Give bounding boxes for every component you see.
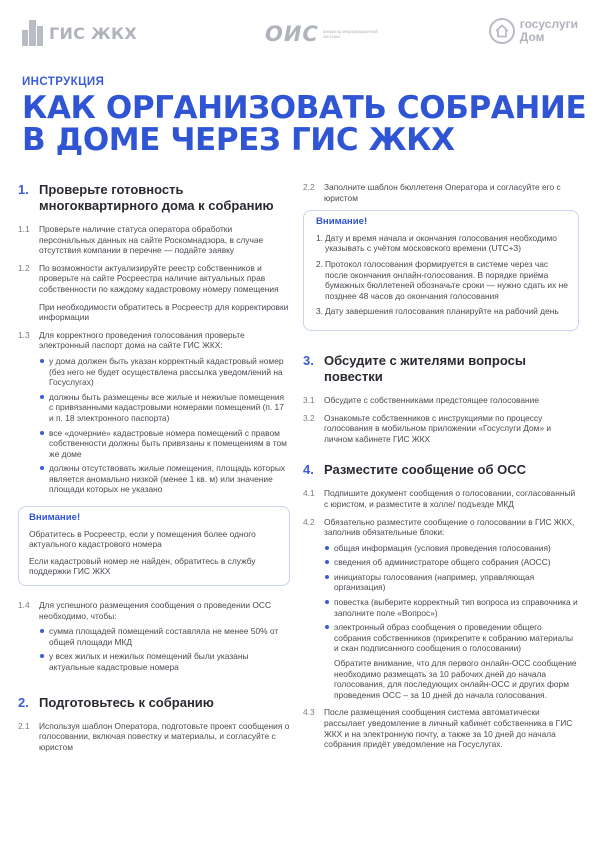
- step-note: Обратите внимание, что для первого онлайн-ОСС сообщение необходимо размещать за 10 рабочих дней до начала голосования, для последующих онлайн-ОСС и других форм проведения ОСС – за 10 дней до начала голосования.: [334, 658, 577, 700]
- list-item: у всех жилых и нежилых помещений были указаны актуальные кадастровые номера: [39, 651, 290, 672]
- section-title: Обсудите с жителями вопросы повестки: [324, 352, 526, 384]
- step-2-1: [18, 721, 290, 753]
- ois-logo[interactable]: [265, 22, 385, 46]
- step-4-1: [303, 488, 579, 509]
- step-number: 1.1: [18, 224, 30, 234]
- gis-logo-text: ГИС ЖКХ: [49, 23, 137, 43]
- kicker: ИНСТРУКЦИЯ: [22, 76, 105, 88]
- section-number: 3.: [303, 352, 314, 368]
- section-2-heading: [18, 695, 290, 711]
- list-item: сведения об администраторе общего собрания (АОСС): [324, 557, 579, 568]
- list-item: должны отсутствовать жилые помещения, площадь которых является аномально низкой (менее 1 кв. м) или значение площади которых не указано: [39, 463, 290, 495]
- callout-title: Внимание!: [316, 216, 368, 228]
- house-icon: [489, 18, 515, 44]
- gis-zhkh-logo[interactable]: [22, 20, 137, 46]
- step-number: 4.3: [303, 707, 315, 718]
- step-3-1: [303, 395, 579, 406]
- step-text: По возможности актуализируйте реестр собственников и проверьте на сайте Росреестра наличие актуальных прав собственности по каждому кадастровому номеру помещения: [39, 262, 279, 294]
- step-text: Ознакомьте собственников с инструкциями по процессу голосования в мобильном приложении «Госуслуги Дом» и личном кабинете ГИС ЖКХ: [324, 412, 552, 444]
- step-number: 1.4: [18, 600, 30, 611]
- bullet-list: [39, 356, 290, 495]
- section-title: Подготовьтесь к собранию: [39, 694, 214, 710]
- callout-text: Дату и время начала и окончания голосования необходимо указывать с учётом московского времени (UTC+3): [325, 232, 557, 254]
- right-column: [303, 182, 579, 757]
- attention-callout: [303, 210, 579, 331]
- title-line-2: В ДОМЕ ЧЕРЕЗ ГИС ЖКХ: [22, 122, 455, 158]
- step-1-4: [18, 600, 290, 677]
- list-item: все «дочерние» кадастровые номера помещений с правом собственности должны быть привязаны к помещениям в том же доме: [39, 428, 290, 460]
- list-item: должны быть размещены все жилые и нежилые помещения с привязанными кадастровыми номерами помещений (п. 17 и п. 18 электронного паспорта): [39, 392, 290, 424]
- step-number: 4.1: [303, 488, 315, 499]
- section-1-heading: [18, 182, 290, 214]
- callout-text: Если кадастровый номер не найден, обратитесь в службу поддержки ГИС ЖКХ: [29, 555, 256, 577]
- step-note: При необходимости обратитесь в Росреестр для корректировки информации: [39, 301, 289, 323]
- step-number: 2.2: [303, 182, 315, 192]
- step-text: Обсудите с собственниками предстоящее голосование: [324, 394, 540, 405]
- step-text: Для успешного размещения сообщения о проведении ОСС необходимо, чтобы:: [39, 600, 271, 621]
- ois-logo-text: ОИС: [265, 22, 319, 46]
- step-2-2: [303, 182, 579, 203]
- gos-logo-line1: госуслуги: [519, 17, 578, 32]
- step-1-2: [18, 263, 290, 323]
- list-item: инициаторы голосования (например, управляющая организация): [324, 572, 579, 593]
- bullet-list: [39, 626, 290, 672]
- step-number: 3.2: [303, 412, 315, 423]
- page-title: [22, 92, 586, 156]
- header: [22, 18, 578, 52]
- callout-text: Обратитесь в Росреестр, если у помещения более одного актуального кадастрового номера: [29, 528, 256, 550]
- step-1-1: [18, 224, 290, 256]
- section-title: Разместите сообщение об ОСС: [324, 462, 526, 478]
- step-text: После размещения сообщения система автоматически рассылает уведомление в личный кабинет собственника в ГИС ЖКХ и на электронную почту, а также за 10 дней до начала собрания придёт уведомление на Госуслугах.: [324, 707, 573, 750]
- section-title: Проверьте готовность многоквартирного дома к собранию: [39, 182, 274, 213]
- step-4-2: [303, 517, 579, 701]
- callout-item: 3. Дату завершения голосования планируйте на рабочий день: [316, 306, 559, 317]
- list-item: электронный образ сообщения о проведении общего собрания собственников (прикрепите к собранию материалы и скан подписанного сообщения о голосовании): [324, 622, 579, 654]
- section-number: 4.: [303, 462, 314, 478]
- section-3-heading: [303, 353, 579, 385]
- list-item: у дома должен быть указан корректный кадастровый номер (без него не будет осуществлена рассылка уведомлений на Госуслугах): [39, 356, 290, 388]
- list-item: сумма площадей помещений составляла не менее 50% от общей площади МКД: [39, 626, 290, 647]
- callout-text: Протокол голосования формируется в системе через час после окончания онлайн-голосования. В порядке приёма бумажных бюллетеней обозначьте сроки — нужно сдать их не позднее 48 часов до окончания голосования: [325, 258, 568, 301]
- step-number: 3.1: [303, 394, 315, 405]
- step-number: 4.2: [303, 516, 315, 527]
- step-4-3: [303, 707, 579, 749]
- step-number: 1.2: [18, 262, 30, 273]
- step-text: Используя шаблон Оператора, подготовьте проект сообщения о голосовании, включая повестку и материалы, и согласуйте с юристом: [39, 720, 290, 752]
- title-line-1: КАК ОРГАНИЗОВАТЬ СОБРАНИЕ: [22, 90, 587, 126]
- section-4-heading: [303, 462, 579, 478]
- step-text: Для корректного проведения голосования проверьте электронный паспорт дома на сайте ГИС ЖКХ:: [39, 329, 245, 351]
- gosuslugi-dom-logo[interactable]: [489, 18, 578, 44]
- step-1-3: [18, 330, 290, 499]
- callout-text: Дату завершения голосования планируйте на рабочий день: [325, 306, 559, 317]
- building-icon: [22, 20, 44, 46]
- callout-item: 1. Дату и время начала и окончания голосования необходимо указывать с учётом московского времени (UTC+3): [316, 233, 568, 254]
- left-column: [18, 182, 290, 759]
- callout-title: Внимание!: [29, 512, 81, 524]
- section-number: 1.: [18, 182, 29, 197]
- callout-item: 2. Протокол голосования формируется в системе через час после окончания онлайн-голосования. В порядке приёма бумажных бюллетеней обозначьте сроки — нужно сдать их не позднее 48 часов до окончания голосования: [316, 258, 568, 301]
- step-text: Подпишите документ сообщения о голосовании, согласованный с юристом, и разместите в холле/ подъезде МКД: [324, 488, 576, 509]
- section-number: 2.: [18, 694, 29, 710]
- ois-logo-subtitle: оператор информационной системы: [322, 28, 378, 39]
- attention-callout: [18, 506, 290, 586]
- step-text: Проверьте наличие статуса оператора обработки персональных данных на сайте Роскомнадзора, в случае отсутствия компании в перечне — подайте заявку: [39, 224, 264, 256]
- gos-logo-line2: Дом: [519, 30, 545, 44]
- step-text: Заполните шаблон бюллетеня Оператора и согласуйте его с юристом: [324, 182, 561, 203]
- bullet-list: [324, 543, 579, 654]
- step-text: Обязательно разместите сообщение о голосовании в ГИС ЖКХ, заполнив обязательные блоки:: [324, 516, 575, 538]
- step-3-2: [303, 413, 579, 445]
- list-item: общая информация (условия проведения голосования): [324, 543, 579, 554]
- step-number: 2.1: [18, 720, 30, 731]
- list-item: повестка (выберите корректный тип вопроса из справочника и заполните поле «Вопрос»): [324, 597, 579, 618]
- step-number: 1.3: [18, 329, 30, 340]
